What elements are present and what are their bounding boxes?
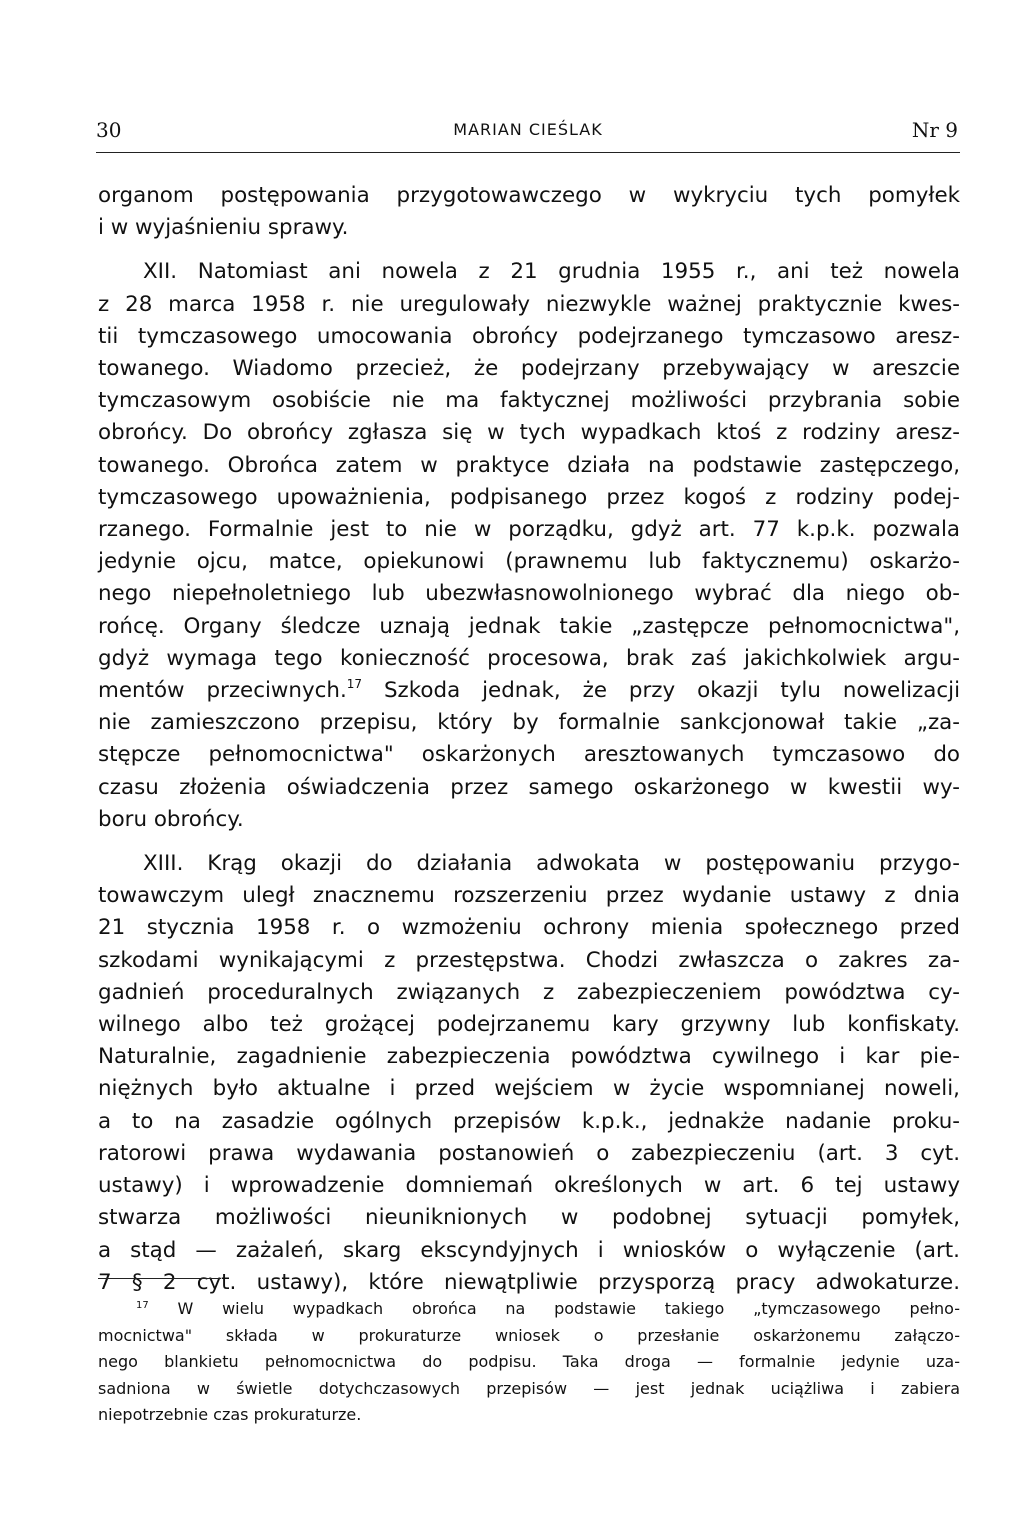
text-line: organom postępowania przygotowawczego w wykryciu tych pomyłek <box>98 183 960 208</box>
paragraph-section-xiii <box>98 848 960 1299</box>
text-line: 21 stycznia 1958 r. o wzmożeniu ochrony mienia społecznego przed <box>98 915 960 941</box>
text-line: ustawy) i wprowadzenie domniemań określonych w art. 6 tej ustawy <box>98 1173 960 1199</box>
text-line-with-footnote-ref <box>98 675 960 707</box>
text-line: gdyż wymaga tego konieczność procesowa, brak zaś jakichkolwiek argu- <box>98 645 960 671</box>
text-line: towanego. Wiadomo przecież, że podejrzany przebywający w areszcie <box>98 356 960 382</box>
footnote-marker: 17 <box>136 1300 149 1311</box>
footnote-17 <box>98 1296 960 1323</box>
page-header <box>96 118 960 148</box>
article-body <box>98 180 960 1299</box>
text-line: nego niepełnoletniego lub ubezwłasnowolnionego wybrać dla niego ob- <box>98 581 960 607</box>
text-line: obrońcy. Do obrońcy zgłasza się w tych wypadkach ktoś z rodziny aresz- <box>98 420 960 446</box>
text-line: Naturalnie, zagadnienie zabezpieczenia powództwa cywilnego i kar pie- <box>98 1044 960 1070</box>
text-line: wilnego albo też grożącej podejrzanemu kary grzywny lub konfiskaty. <box>98 1012 960 1038</box>
text-fragment: mentów przeciwnych. <box>98 678 347 704</box>
text-line: stępcze pełnomocnictwa" oskarżonych aresztowanych tymczasowo do <box>98 742 960 768</box>
text-line: XII. Natomiast ani nowela z 21 grudnia 1955 r., ani też nowela <box>143 259 960 285</box>
text-line: i w wyjaśnieniu sprawy. <box>98 215 349 241</box>
paragraph-section-xii <box>98 256 960 836</box>
text-line: stwarza możliwości nieuniknionych w podobnej sytuacji pomyłek, <box>98 1205 960 1231</box>
text-line: nie zamieszczono przepisu, który by formalnie sankcjonował takie „za- <box>98 710 960 736</box>
text-line: a stąd — zażaleń, skarg ekscyndyjnych i wniosków o wyłączenie (art. <box>98 1237 960 1263</box>
text-line: towawczym uległ znacznemu rozszerzeniu przez wydanie ustawy z dnia <box>98 883 960 909</box>
footnote-line: niepotrzebnie czas prokuraturze. <box>98 1405 362 1424</box>
header-rule <box>96 152 960 153</box>
issue-number: Nr 9 <box>911 118 958 142</box>
paragraph-continuation <box>98 180 960 244</box>
running-head-author: MARIAN CIEŚLAK <box>453 120 603 139</box>
footnote-line: sadniona w świetle dotychczasowych przepisów — jest jednak uciążliwa i zabiera <box>98 1378 960 1398</box>
text-line: tymczasowym osobiście nie ma faktycznej możliwości przybrania sobie <box>98 388 960 414</box>
text-line: szkodami wynikającymi z przestępstwa. Chodzi zwłaszcza o zakres za- <box>98 947 960 973</box>
footnotes <box>98 1296 960 1429</box>
text-line: boru obrońcy. <box>98 806 244 832</box>
text-line: XIII. Krąg okazji do działania adwokata w postępowaniu przygo- <box>143 851 960 877</box>
text-fragment: Szkoda jednak, że przy okazji tylu nowelizacji <box>362 678 961 704</box>
text-line: z 28 marca 1958 r. nie uregulowały niezwykle ważnej praktycznie kwes- <box>98 291 960 317</box>
text-line: czasu złożenia oświadczenia przez samego oskarżonego w kwestii wy- <box>98 774 960 800</box>
text-line: jedynie ojcu, matce, opiekunowi (prawnemu lub faktycznemu) oskarżo- <box>98 549 960 575</box>
text-line: tii tymczasowego umocowania obrońcy podejrzanego tymczasowo aresz- <box>98 323 960 349</box>
footnote-separator <box>98 1278 221 1279</box>
text-line: 7 § 2 cyt. ustawy), które niewątpliwie przysporzą pracy adwokaturze. <box>98 1269 960 1295</box>
text-line: ratorowi prawa wydawania postanowień o zabezpieczeniu (art. 3 cyt. <box>98 1140 960 1166</box>
footnote-line: mocnictwa" składa w prokuraturze wniosek o przesłanie oskarżonemu załączo- <box>98 1325 960 1345</box>
text-line: a to na zasadzie ogólnych przepisów k.p.k., jednakże nadanie proku- <box>98 1108 960 1134</box>
text-line: niężnych było aktualne i przed wejściem w życie wspomnianej noweli, <box>98 1076 960 1102</box>
text-line: rzanego. Formalnie jest to nie w porządku, gdyż art. 77 k.p.k. pozwala <box>98 517 960 543</box>
page-number: 30 <box>96 118 122 142</box>
text-line: rońcę. Organy śledcze uznają jednak takie „zastępcze pełnomocnictwa", <box>98 613 960 639</box>
text-line: tymczasowego upoważnienia, podpisanego przez kogoś z rodziny podej- <box>98 484 960 510</box>
footnote-text: W wielu wypadkach obrońca na podstawie takiego „tymczasowego pełno- <box>177 1299 960 1318</box>
footnote-reference[interactable]: 17 <box>346 677 363 692</box>
footnote-line: nego blankietu pełnomocnictwa do podpisu. Taka droga — formalnie jedynie uza- <box>98 1352 960 1371</box>
text-line: towanego. Obrońca zatem w praktyce działa na podstawie zastępczego, <box>98 452 960 478</box>
text-line: gadnień proceduralnych związanych z zabezpieczeniem powództwa cy- <box>98 979 960 1005</box>
